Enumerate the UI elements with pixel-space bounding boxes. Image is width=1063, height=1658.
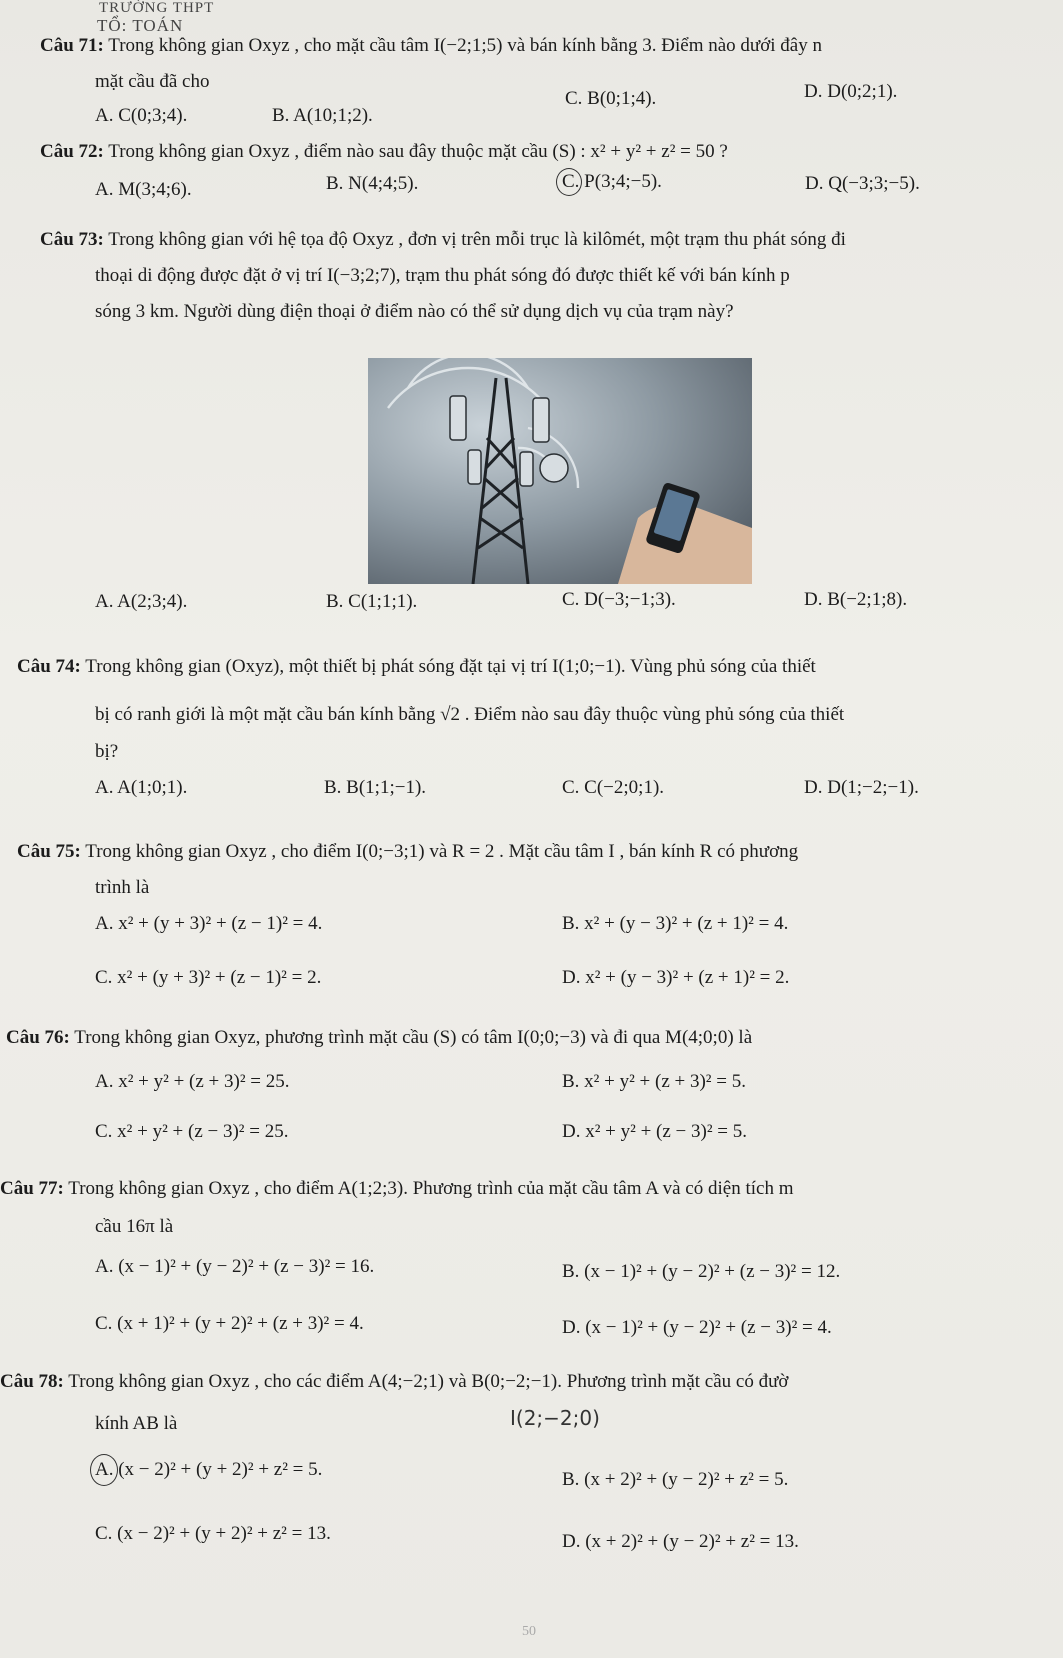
circled-answer-mark [556, 168, 582, 196]
q73-line3: sóng 3 km. Người dùng điện thoại ở điểm nào có thể sử dụng dịch vụ của trạm này? [95, 301, 734, 322]
school-header: TRƯỜNG THPT [99, 0, 215, 16]
q71-line1: Câu 71: Trong không gian Oxyz , cho mặt cầu tâm I(−2;1;5) và bán kính bằng 3. Điểm nào dưới đây n [40, 35, 822, 56]
q78-option-b[interactable]: B. (x + 2)² + (y − 2)² + z² = 5. [562, 1469, 789, 1490]
q74-line1: Câu 74: Trong không gian (Oxyz), một thiết bị phát sóng đặt tại vị trí I(1;0;−1). Vùng phủ sóng của thiết [17, 656, 816, 677]
q72-option-b[interactable]: B. N(4;4;5). [326, 173, 419, 194]
q71-option-c[interactable]: C. B(0;1;4). [565, 88, 657, 109]
q77-option-d[interactable]: D. (x − 1)² + (y − 2)² + (z − 3)² = 4. [562, 1317, 832, 1338]
q72-line1: Câu 72: Trong không gian Oxyz , điểm nào sau đây thuộc mặt cầu (S) : x² + y² + z² = 50 ? [40, 141, 728, 162]
q75-line1: Câu 75: Trong không gian Oxyz , cho điểm I(0;−3;1) và R = 2 . Mặt cầu tâm I , bán kính R có phương [17, 841, 799, 862]
q71-option-d[interactable]: D. D(0;2;1). [804, 81, 898, 102]
q73-line1: Câu 73: Trong không gian với hệ tọa độ Oxyz , đơn vị trên mỗi trục là kilômét, một trạm thu phát sóng đi [40, 229, 846, 250]
q77-line2: cầu 16π là [95, 1216, 174, 1237]
q74-option-d[interactable]: D. D(1;−2;−1). [804, 777, 919, 798]
q73-option-b[interactable]: B. C(1;1;1). [326, 591, 418, 612]
q73-option-c[interactable]: C. D(−3;−1;3). [562, 589, 676, 610]
q76-line1: Câu 76: Trong không gian Oxyz, phương trình mặt cầu (S) có tâm I(0;0;−3) và đi qua M(4;0;0) là [6, 1027, 753, 1048]
q71-option-b[interactable]: B. A(10;1;2). [272, 105, 373, 126]
q72-option-d[interactable]: D. Q(−3;3;−5). [805, 173, 920, 194]
q76-option-a[interactable]: A. x² + y² + (z + 3)² = 25. [95, 1071, 290, 1092]
q77-option-a[interactable]: A. (x − 1)² + (y − 2)² + (z − 3)² = 16. [95, 1256, 375, 1277]
q77-option-c[interactable]: C. (x + 1)² + (y + 2)² + (z + 3)² = 4. [95, 1313, 364, 1334]
q77-line1: Câu 77: Trong không gian Oxyz , cho điểm A(1;2;3). Phương trình của mặt cầu tâm A và có diện tích m [0, 1178, 794, 1199]
q76-option-c[interactable]: C. x² + y² + (z − 3)² = 25. [95, 1121, 289, 1142]
q74-option-c[interactable]: C. C(−2;0;1). [562, 777, 665, 798]
q73-line2: thoại di động được đặt ở vị trí I(−3;2;7), trạm thu phát sóng đó được thiết kế với bán kính p [95, 265, 790, 286]
cell-tower-photo [368, 358, 752, 584]
page-number: 50 [522, 1624, 536, 1639]
q74-line2: bị có ranh giới là một mặt cầu bán kính bằng √2 . Điểm nào sau đây thuộc vùng phủ sóng của thiết [95, 704, 845, 725]
cell-tower-illustration [368, 358, 752, 584]
q74-option-a[interactable]: A. A(1;0;1). [95, 777, 188, 798]
q74-option-b[interactable]: B. B(1;1;−1). [324, 777, 427, 798]
q72-option-a[interactable]: A. M(3;4;6). [95, 179, 192, 200]
q78-option-c[interactable]: C. (x − 2)² + (y + 2)² + z² = 13. [95, 1523, 331, 1544]
q72-option-c[interactable]: C. P(3;4;−5). [562, 171, 662, 192]
q74-line3: bị? [95, 741, 119, 762]
q77-option-b[interactable]: B. (x − 1)² + (y − 2)² + (z − 3)² = 12. [562, 1261, 841, 1282]
handwritten-midpoint-note: I(2;−2;0) [510, 1406, 600, 1430]
q73-option-d[interactable]: D. B(−2;1;8). [804, 589, 908, 610]
group-header: TỔ: TOÁN [97, 16, 184, 35]
q75-option-c[interactable]: C. x² + (y + 3)² + (z − 1)² = 2. [95, 967, 322, 988]
circled-answer-mark [90, 1454, 118, 1486]
q71-option-a[interactable]: A. C(0;3;4). [95, 105, 188, 126]
q76-option-b[interactable]: B. x² + y² + (z + 3)² = 5. [562, 1071, 746, 1092]
q78-option-a[interactable]: A. (x − 2)² + (y + 2)² + z² = 5. [95, 1459, 323, 1480]
q75-option-a[interactable]: A. x² + (y + 3)² + (z − 1)² = 4. [95, 913, 323, 934]
q75-line2: trình là [95, 877, 150, 898]
q71-line2: mặt cầu đã cho [95, 71, 210, 92]
q78-option-d[interactable]: D. (x + 2)² + (y − 2)² + z² = 13. [562, 1531, 799, 1552]
q78-line2: kính AB là [95, 1413, 178, 1434]
q76-option-d[interactable]: D. x² + y² + (z − 3)² = 5. [562, 1121, 748, 1142]
q75-option-d[interactable]: D. x² + (y − 3)² + (z + 1)² = 2. [562, 967, 790, 988]
q78-line1: Câu 78: Trong không gian Oxyz , cho các điểm A(4;−2;1) và B(0;−2;−1). Phương trình mặt cầu có đườ [0, 1371, 789, 1392]
q73-option-a[interactable]: A. A(2;3;4). [95, 591, 188, 612]
q75-option-b[interactable]: B. x² + (y − 3)² + (z + 1)² = 4. [562, 913, 789, 934]
